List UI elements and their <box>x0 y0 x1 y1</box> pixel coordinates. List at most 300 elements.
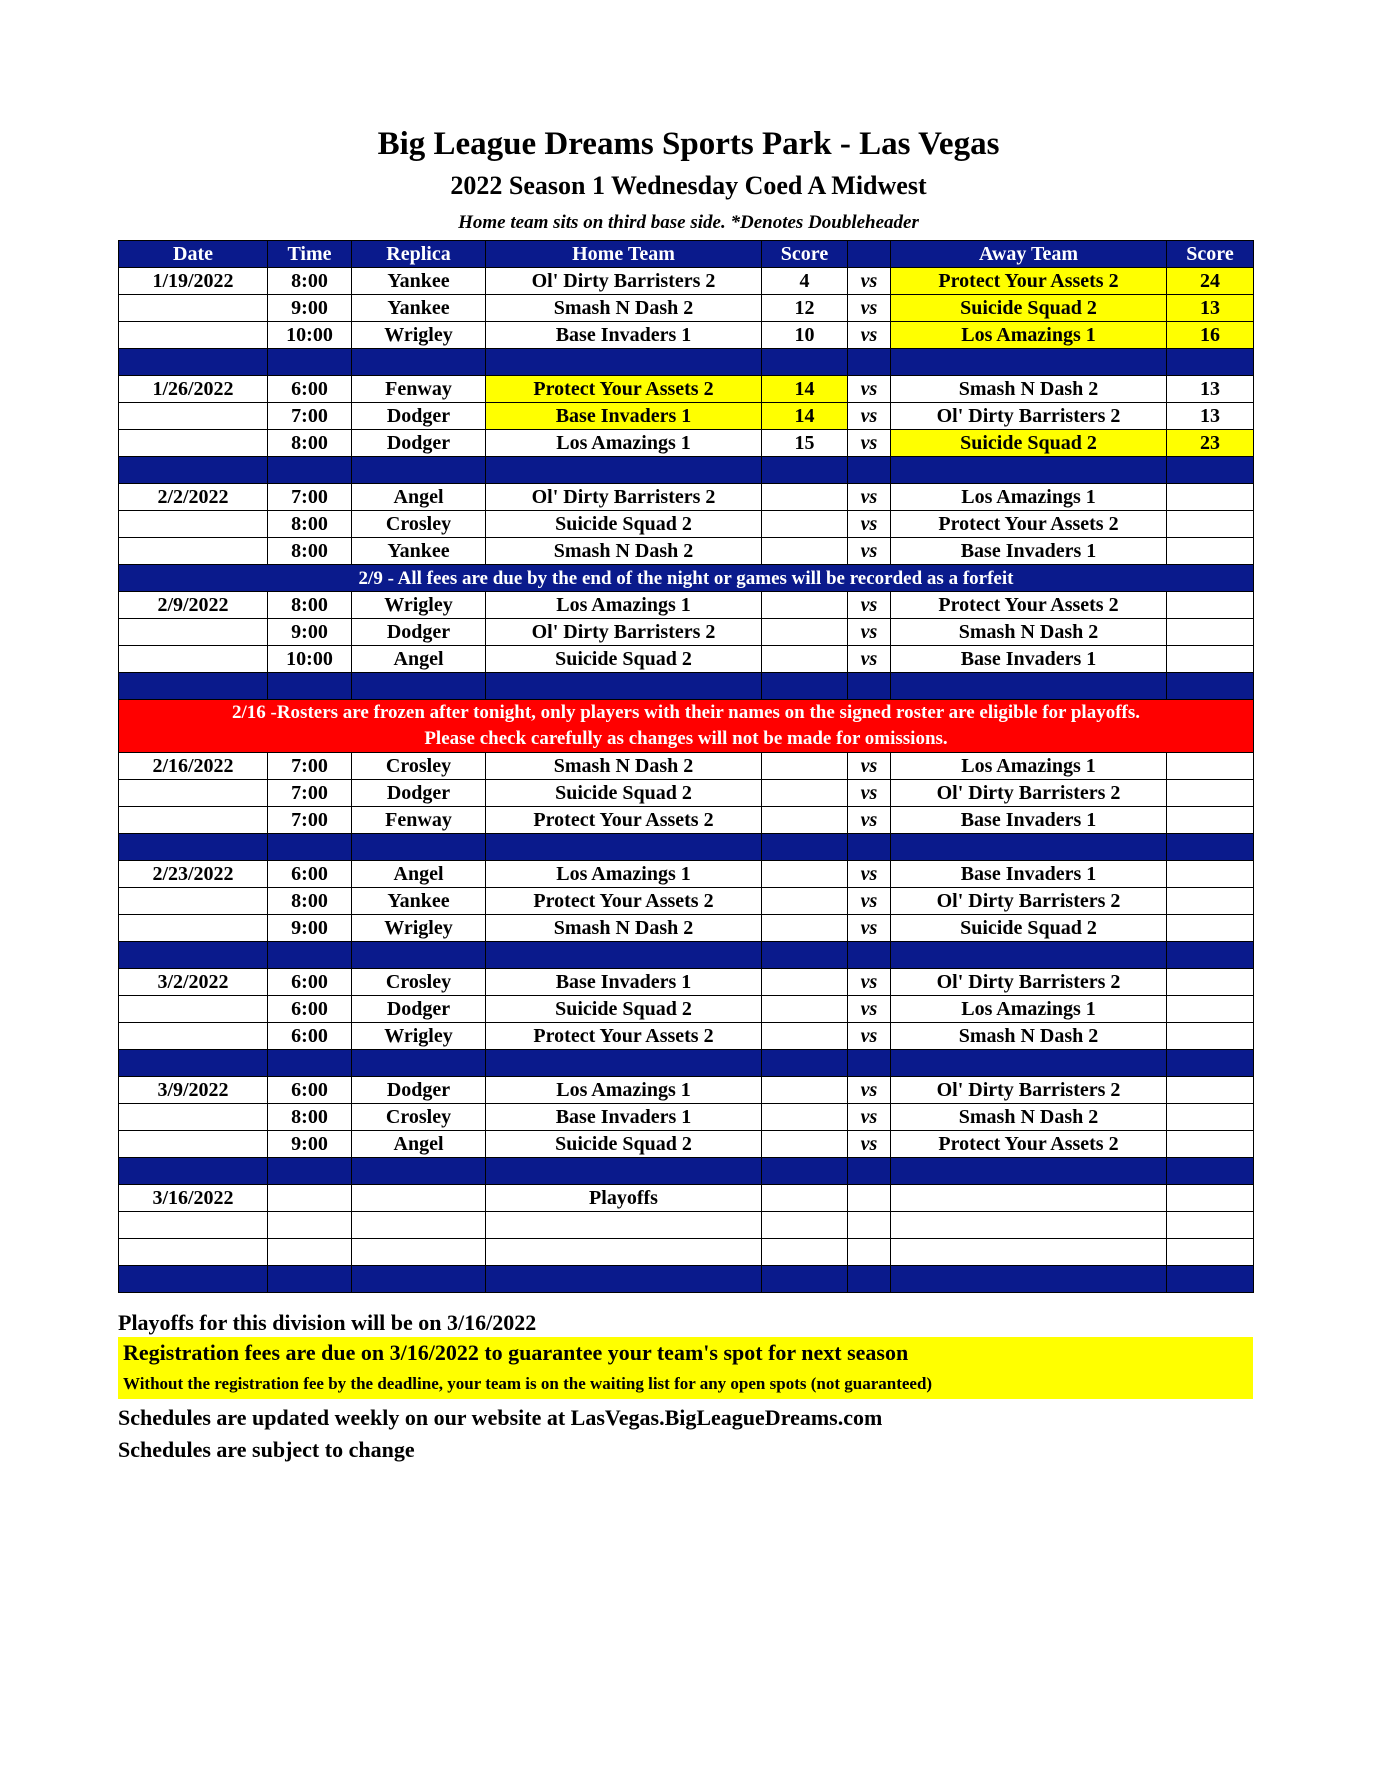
time-cell: 6:00 <box>268 996 352 1023</box>
separator-cell <box>352 457 486 484</box>
time-cell: 10:00 <box>268 646 352 673</box>
home-score-cell <box>762 915 848 942</box>
playoffs-note: Playoffs for this division will be on 3/16/2022 <box>118 1310 537 1335</box>
home-score-cell <box>762 1077 848 1104</box>
replica-cell: Yankee <box>352 295 486 322</box>
game-row <box>119 1212 1254 1239</box>
away-score-cell <box>1167 753 1254 780</box>
home-score-cell <box>762 969 848 996</box>
col-header-home-team: Home Team <box>486 241 762 268</box>
separator-cell <box>891 942 1167 969</box>
home-score-cell <box>762 511 848 538</box>
home-team-cell: Ol' Dirty Barristers 2 <box>486 268 762 295</box>
separator-cell <box>268 457 352 484</box>
date-cell: 3/2/2022 <box>119 969 268 996</box>
time-cell <box>268 1185 352 1212</box>
home-score-cell <box>762 888 848 915</box>
vs-cell: vs <box>848 430 891 457</box>
vs-cell: vs <box>848 511 891 538</box>
game-row <box>119 807 1254 834</box>
separator-cell <box>1167 457 1254 484</box>
date-cell: 3/9/2022 <box>119 1077 268 1104</box>
game-row <box>119 780 1254 807</box>
date-cell <box>119 1023 268 1050</box>
col-header-vs <box>848 241 891 268</box>
separator-cell <box>1167 349 1254 376</box>
away-team-cell: Protect Your Assets 2 <box>891 1131 1167 1158</box>
home-score-cell: 14 <box>762 403 848 430</box>
time-cell <box>268 1239 352 1266</box>
separator-cell <box>891 349 1167 376</box>
home-score-cell <box>762 1212 848 1239</box>
date-cell: 2/2/2022 <box>119 484 268 511</box>
time-cell: 7:00 <box>268 403 352 430</box>
home-score-cell <box>762 646 848 673</box>
separator-cell <box>848 1158 891 1185</box>
home-team-cell: Ol' Dirty Barristers 2 <box>486 484 762 511</box>
home-team-cell: Smash N Dash 2 <box>486 295 762 322</box>
home-team-cell: Ol' Dirty Barristers 2 <box>486 619 762 646</box>
separator-cell <box>486 1266 762 1293</box>
vs-cell: vs <box>848 753 891 780</box>
time-cell: 6:00 <box>268 1023 352 1050</box>
separator-cell <box>762 1266 848 1293</box>
replica-cell: Wrigley <box>352 592 486 619</box>
away-score-cell <box>1167 1023 1254 1050</box>
date-cell <box>119 430 268 457</box>
away-score-cell: 24 <box>1167 268 1254 295</box>
home-team-cell: Base Invaders 1 <box>486 322 762 349</box>
home-team-cell: Base Invaders 1 <box>486 403 762 430</box>
separator-cell <box>119 349 268 376</box>
away-score-cell <box>1167 1131 1254 1158</box>
vs-cell: vs <box>848 376 891 403</box>
away-score-cell: 13 <box>1167 403 1254 430</box>
separator-cell <box>268 673 352 700</box>
game-row <box>119 430 1254 457</box>
replica-cell <box>352 1212 486 1239</box>
home-team-cell: Playoffs <box>486 1185 762 1212</box>
date-cell <box>119 915 268 942</box>
home-score-cell: 4 <box>762 268 848 295</box>
separator-cell <box>486 673 762 700</box>
replica-cell: Yankee <box>352 888 486 915</box>
time-cell: 7:00 <box>268 753 352 780</box>
separator-cell <box>119 1158 268 1185</box>
game-row <box>119 1023 1254 1050</box>
replica-cell: Fenway <box>352 807 486 834</box>
replica-cell: Crosley <box>352 511 486 538</box>
separator-cell <box>352 349 486 376</box>
separator-cell <box>1167 1158 1254 1185</box>
vs-cell: vs <box>848 295 891 322</box>
home-team-cell: Suicide Squad 2 <box>486 780 762 807</box>
home-team-cell: Los Amazings 1 <box>486 430 762 457</box>
date-cell <box>119 996 268 1023</box>
away-team-cell: Base Invaders 1 <box>891 646 1167 673</box>
away-team-cell <box>891 1239 1167 1266</box>
date-cell <box>119 538 268 565</box>
game-row <box>119 322 1254 349</box>
separator-cell <box>1167 1266 1254 1293</box>
replica-cell <box>352 1239 486 1266</box>
game-row <box>119 403 1254 430</box>
separator-cell <box>486 1050 762 1077</box>
col-header-replica: Replica <box>352 241 486 268</box>
separator-cell <box>891 1266 1167 1293</box>
separator-cell <box>119 457 268 484</box>
date-cell <box>119 1131 268 1158</box>
away-score-cell <box>1167 861 1254 888</box>
replica-cell: Angel <box>352 646 486 673</box>
date-cell <box>119 1212 268 1239</box>
away-score-cell <box>1167 1239 1254 1266</box>
fee-banner: 2/9 - All fees are due by the end of the night or games will be recorded as a forfeit <box>119 565 1254 592</box>
vs-cell: vs <box>848 861 891 888</box>
separator-cell <box>119 834 268 861</box>
separator-cell <box>119 1050 268 1077</box>
game-row <box>119 619 1254 646</box>
date-cell <box>119 403 268 430</box>
away-score-cell <box>1167 1212 1254 1239</box>
away-score-cell: 23 <box>1167 430 1254 457</box>
away-score-cell <box>1167 592 1254 619</box>
time-cell: 8:00 <box>268 592 352 619</box>
vs-cell: vs <box>848 996 891 1023</box>
replica-cell: Angel <box>352 484 486 511</box>
separator-cell <box>848 942 891 969</box>
col-header-away-team: Away Team <box>891 241 1167 268</box>
replica-cell <box>352 1185 486 1212</box>
time-cell: 8:00 <box>268 538 352 565</box>
game-row <box>119 538 1254 565</box>
away-score-cell <box>1167 619 1254 646</box>
time-cell <box>268 1212 352 1239</box>
roster-alert-line: 2/16 -Rosters are frozen after tonight, only players with their names on the signed roster are eligible for playoffs. <box>231 702 1141 723</box>
vs-cell: vs <box>848 619 891 646</box>
game-row <box>119 888 1254 915</box>
separator-cell <box>268 942 352 969</box>
away-team-cell: Ol' Dirty Barristers 2 <box>891 1077 1167 1104</box>
game-row <box>119 592 1254 619</box>
date-cell: 2/23/2022 <box>119 861 268 888</box>
fee-banner-row <box>119 565 1254 592</box>
away-score-cell <box>1167 511 1254 538</box>
separator-cell <box>268 349 352 376</box>
home-team-cell <box>486 1212 762 1239</box>
away-team-cell: Suicide Squad 2 <box>891 295 1167 322</box>
home-team-cell: Protect Your Assets 2 <box>486 1023 762 1050</box>
date-cell <box>119 619 268 646</box>
game-row <box>119 753 1254 780</box>
separator-row <box>119 673 1254 700</box>
separator-cell <box>848 834 891 861</box>
away-team-cell: Los Amazings 1 <box>891 753 1167 780</box>
date-cell <box>119 807 268 834</box>
home-score-cell <box>762 780 848 807</box>
schedule-table <box>118 240 1254 1293</box>
game-row <box>119 484 1254 511</box>
vs-cell: vs <box>848 780 891 807</box>
separator-cell <box>486 457 762 484</box>
date-cell <box>119 888 268 915</box>
vs-cell: vs <box>848 888 891 915</box>
game-row <box>119 295 1254 322</box>
separator-cell <box>119 673 268 700</box>
replica-cell: Yankee <box>352 538 486 565</box>
away-score-cell <box>1167 1185 1254 1212</box>
away-score-cell <box>1167 996 1254 1023</box>
home-score-cell <box>762 753 848 780</box>
date-cell: 1/26/2022 <box>119 376 268 403</box>
replica-cell: Crosley <box>352 1104 486 1131</box>
home-score-cell: 14 <box>762 376 848 403</box>
home-score-cell <box>762 1185 848 1212</box>
time-cell: 6:00 <box>268 1077 352 1104</box>
home-score-cell <box>762 1023 848 1050</box>
header-row <box>119 241 1254 268</box>
vs-cell: vs <box>848 1131 891 1158</box>
home-team-cell: Base Invaders 1 <box>486 969 762 996</box>
game-row <box>119 511 1254 538</box>
replica-cell: Dodger <box>352 1077 486 1104</box>
col-header-date: Date <box>119 241 268 268</box>
home-score-cell: 12 <box>762 295 848 322</box>
home-score-cell: 10 <box>762 322 848 349</box>
vs-cell <box>848 1212 891 1239</box>
time-cell: 9:00 <box>268 295 352 322</box>
separator-cell <box>848 1050 891 1077</box>
away-team-cell: Los Amazings 1 <box>891 322 1167 349</box>
replica-cell: Dodger <box>352 780 486 807</box>
away-score-cell <box>1167 807 1254 834</box>
away-team-cell: Ol' Dirty Barristers 2 <box>891 780 1167 807</box>
time-cell: 7:00 <box>268 807 352 834</box>
away-score-cell <box>1167 888 1254 915</box>
separator-cell <box>486 942 762 969</box>
separator-cell <box>352 834 486 861</box>
registration-box <box>118 1337 1253 1399</box>
separator-cell <box>762 349 848 376</box>
separator-cell <box>268 1158 352 1185</box>
vs-cell <box>848 1185 891 1212</box>
away-team-cell: Protect Your Assets 2 <box>891 511 1167 538</box>
home-team-cell: Suicide Squad 2 <box>486 646 762 673</box>
time-cell: 7:00 <box>268 484 352 511</box>
separator-cell <box>891 1050 1167 1077</box>
separator-cell <box>762 673 848 700</box>
separator-row <box>119 349 1254 376</box>
replica-cell: Yankee <box>352 268 486 295</box>
away-team-cell: Smash N Dash 2 <box>891 1104 1167 1131</box>
home-team-cell: Protect Your Assets 2 <box>486 888 762 915</box>
away-score-cell <box>1167 969 1254 996</box>
game-row <box>119 1077 1254 1104</box>
home-score-cell <box>762 1239 848 1266</box>
replica-cell: Crosley <box>352 753 486 780</box>
separator-cell <box>848 673 891 700</box>
date-cell: 3/16/2022 <box>119 1185 268 1212</box>
home-team-cell: Smash N Dash 2 <box>486 538 762 565</box>
home-score-cell <box>762 861 848 888</box>
separator-cell <box>762 834 848 861</box>
home-team-cell: Suicide Squad 2 <box>486 996 762 1023</box>
away-team-cell: Smash N Dash 2 <box>891 619 1167 646</box>
home-team-cell <box>486 1239 762 1266</box>
vs-cell: vs <box>848 592 891 619</box>
home-team-cell: Protect Your Assets 2 <box>486 376 762 403</box>
replica-cell: Dodger <box>352 996 486 1023</box>
home-team-cell: Smash N Dash 2 <box>486 915 762 942</box>
game-row <box>119 969 1254 996</box>
separator-cell <box>891 673 1167 700</box>
separator-row <box>119 942 1254 969</box>
away-team-cell: Smash N Dash 2 <box>891 376 1167 403</box>
date-cell <box>119 511 268 538</box>
time-cell: 7:00 <box>268 780 352 807</box>
replica-cell: Dodger <box>352 403 486 430</box>
away-team-cell: Base Invaders 1 <box>891 807 1167 834</box>
separator-row <box>119 834 1254 861</box>
away-score-cell <box>1167 780 1254 807</box>
separator-cell <box>848 349 891 376</box>
separator-cell <box>119 1266 268 1293</box>
col-header-home-score: Score <box>762 241 848 268</box>
date-cell <box>119 646 268 673</box>
roster-alert <box>119 700 1254 753</box>
vs-cell: vs <box>848 1023 891 1050</box>
away-team-cell: Smash N Dash 2 <box>891 1023 1167 1050</box>
game-row <box>119 268 1254 295</box>
away-team-cell: Protect Your Assets 2 <box>891 268 1167 295</box>
roster-alert-line: Please check carefully as changes will not be made for omissions. <box>424 728 948 749</box>
away-team-cell: Base Invaders 1 <box>891 861 1167 888</box>
col-header-away-score: Score <box>1167 241 1254 268</box>
away-score-cell: 16 <box>1167 322 1254 349</box>
separator-cell <box>352 942 486 969</box>
date-cell <box>119 295 268 322</box>
separator-cell <box>1167 673 1254 700</box>
separator-cell <box>848 1266 891 1293</box>
vs-cell: vs <box>848 646 891 673</box>
vs-cell: vs <box>848 1104 891 1131</box>
vs-cell: vs <box>848 538 891 565</box>
home-score-cell <box>762 1104 848 1131</box>
home-team-cell: Base Invaders 1 <box>486 1104 762 1131</box>
time-cell: 6:00 <box>268 969 352 996</box>
game-row <box>119 996 1254 1023</box>
time-cell: 8:00 <box>268 268 352 295</box>
home-team-cell: Suicide Squad 2 <box>486 1131 762 1158</box>
replica-cell: Crosley <box>352 969 486 996</box>
time-cell: 10:00 <box>268 322 352 349</box>
home-team-cell: Suicide Squad 2 <box>486 511 762 538</box>
registration-note: Registration fees are due on 3/16/2022 to guarantee your team's spot for next season <box>123 1340 909 1365</box>
away-team-cell: Ol' Dirty Barristers 2 <box>891 969 1167 996</box>
away-score-cell <box>1167 915 1254 942</box>
date-cell: 2/16/2022 <box>119 753 268 780</box>
date-cell <box>119 780 268 807</box>
vs-cell: vs <box>848 484 891 511</box>
away-team-cell: Suicide Squad 2 <box>891 915 1167 942</box>
vs-cell: vs <box>848 969 891 996</box>
time-cell: 8:00 <box>268 1104 352 1131</box>
separator-cell <box>486 1158 762 1185</box>
game-row <box>119 1239 1254 1266</box>
page-subtitle: 2022 Season 1 Wednesday Coed A Midwest <box>450 171 927 200</box>
separator-cell <box>268 1050 352 1077</box>
replica-cell: Dodger <box>352 619 486 646</box>
separator-cell <box>119 942 268 969</box>
home-team-cell: Protect Your Assets 2 <box>486 807 762 834</box>
separator-row <box>119 1050 1254 1077</box>
time-cell: 9:00 <box>268 619 352 646</box>
home-score-cell <box>762 619 848 646</box>
separator-cell <box>762 942 848 969</box>
away-score-cell <box>1167 538 1254 565</box>
home-score-cell <box>762 1131 848 1158</box>
separator-cell <box>1167 1050 1254 1077</box>
time-cell: 6:00 <box>268 861 352 888</box>
page-title: Big League Dreams Sports Park - Las Vegas <box>377 126 1000 162</box>
separator-cell <box>891 457 1167 484</box>
home-team-cell: Los Amazings 1 <box>486 1077 762 1104</box>
separator-cell <box>268 1266 352 1293</box>
game-row <box>119 861 1254 888</box>
separator-cell <box>1167 834 1254 861</box>
replica-cell: Angel <box>352 1131 486 1158</box>
time-cell: 9:00 <box>268 1131 352 1158</box>
separator-cell <box>352 1158 486 1185</box>
home-score-cell: 15 <box>762 430 848 457</box>
replica-cell: Wrigley <box>352 915 486 942</box>
vs-cell: vs <box>848 403 891 430</box>
replica-cell: Wrigley <box>352 322 486 349</box>
separator-cell <box>848 457 891 484</box>
separator-cell <box>762 1158 848 1185</box>
vs-cell: vs <box>848 322 891 349</box>
replica-cell: Dodger <box>352 430 486 457</box>
separator-cell <box>352 1050 486 1077</box>
date-cell: 1/19/2022 <box>119 268 268 295</box>
seating-note: Home team sits on third base side. *Denotes Doubleheader <box>458 212 919 233</box>
game-row <box>119 1131 1254 1158</box>
time-cell: 8:00 <box>268 511 352 538</box>
waiting-list-note: Without the registration fee by the deadline, your team is on the waiting list for any open spots (not guaranteed) <box>123 1374 933 1393</box>
home-score-cell <box>762 996 848 1023</box>
col-header-time: Time <box>268 241 352 268</box>
separator-cell <box>891 834 1167 861</box>
website-note: Schedules are updated weekly on our website at LasVegas.BigLeagueDreams.com <box>118 1405 883 1430</box>
vs-cell <box>848 1239 891 1266</box>
replica-cell: Wrigley <box>352 1023 486 1050</box>
separator-row <box>119 1266 1254 1293</box>
game-row <box>119 646 1254 673</box>
separator-row <box>119 457 1254 484</box>
game-row <box>119 915 1254 942</box>
time-cell: 8:00 <box>268 888 352 915</box>
separator-cell <box>762 457 848 484</box>
vs-cell: vs <box>848 807 891 834</box>
separator-cell <box>486 349 762 376</box>
away-team-cell: Los Amazings 1 <box>891 996 1167 1023</box>
separator-cell <box>1167 942 1254 969</box>
separator-cell <box>268 834 352 861</box>
home-score-cell <box>762 484 848 511</box>
separator-row <box>119 1158 1254 1185</box>
date-cell <box>119 1104 268 1131</box>
separator-cell <box>762 1050 848 1077</box>
